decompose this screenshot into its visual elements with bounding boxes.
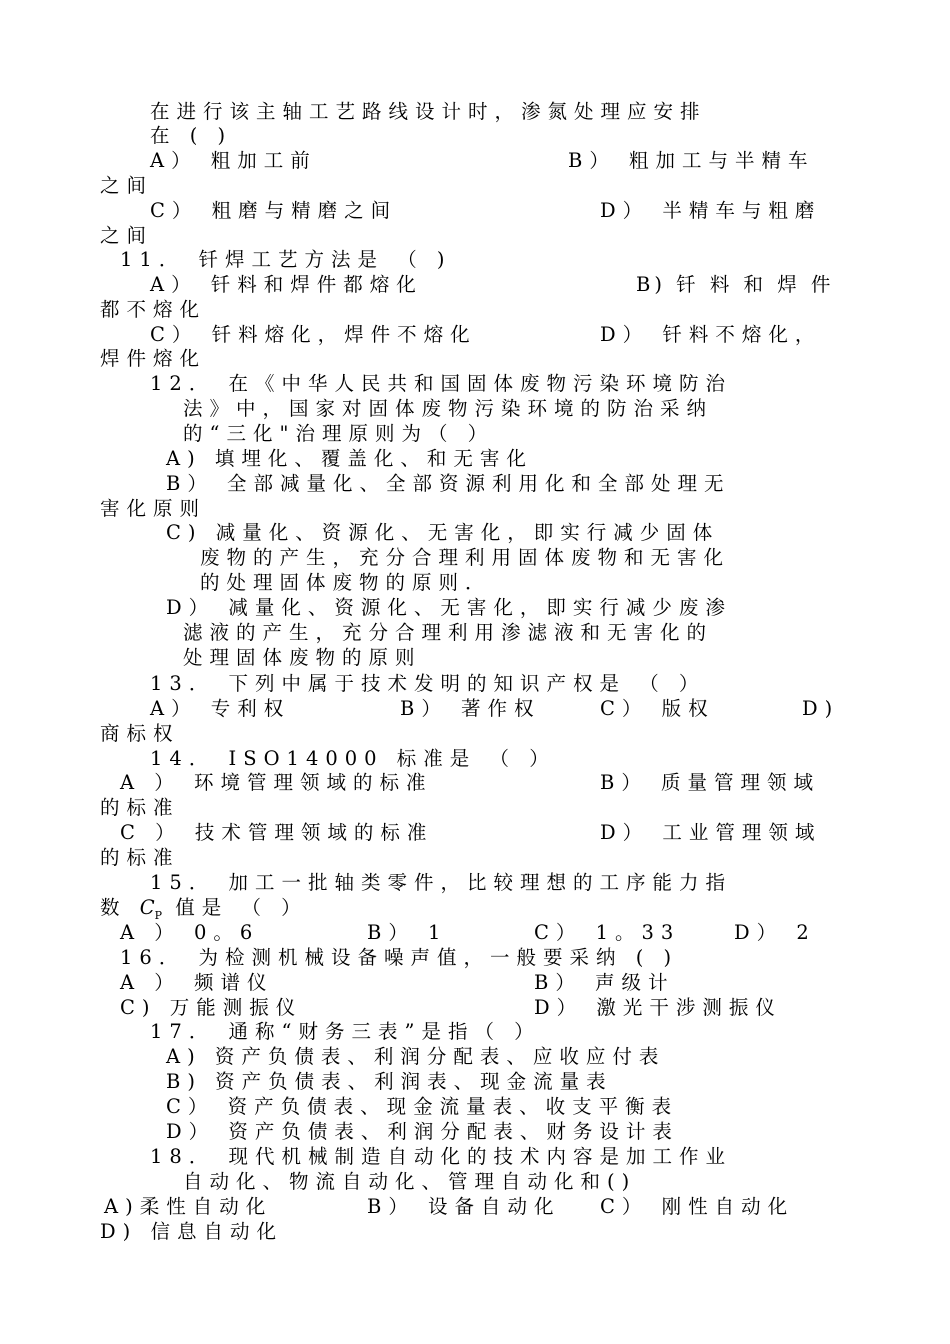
q17-option-c: C） 资产负债表、现金流量表、收支平衡表 <box>166 1095 679 1118</box>
q12-option-b: B） 全部减量化、全部资源利用化和全部处理无 <box>166 472 731 495</box>
q12-option-b-wrap: 害化原则 <box>100 497 207 520</box>
q18-stem-line1: 18． 现代机械制造自动化的技术内容是加工作业 <box>150 1145 733 1168</box>
q11-option-d: D） 钎料不熔化， <box>600 323 822 346</box>
q16-stem: 16． 为检测机械设备噪声值，一般要采纳 ( ) <box>120 946 679 969</box>
q11-stem: 11． 钎焊工艺方法是 （ ) <box>120 248 452 271</box>
q18-option-b: B） 设备自动化 <box>367 1195 561 1218</box>
q16-option-b: B） 声级计 <box>534 971 675 994</box>
q18-option-a: A)柔性自动化 <box>104 1195 273 1218</box>
q17-option-d: D） 资产负债表、利润分配表、财务设计表 <box>166 1120 679 1143</box>
q13-option-a: A） 专利权 <box>150 697 291 720</box>
q10-option-a: A） 粗加工前 <box>150 149 317 172</box>
q12-stem-line2: 法》中，国家对固体废物污染环境的防治采纳 <box>183 397 714 420</box>
q13-option-d-wrap: 商标权 <box>100 722 180 745</box>
q17-stem: 17． 通称“财务三表”是指（ ） <box>150 1020 541 1043</box>
q12-option-c-line3: 的处理固体废物的原则． <box>200 571 492 594</box>
q10-option-d: D） 半精车与粗磨 <box>600 199 822 222</box>
q12-option-d-line2: 滤液的产生，充分合理利用渗滤液和无害化的 <box>183 621 714 644</box>
q14-option-c: C ） 技术管理领域的标准 <box>120 821 434 844</box>
q13-option-c: C） 版权 <box>600 697 715 720</box>
q15-option-d: D） 2 <box>734 921 816 944</box>
q14-option-d: D） 工业管理领域 <box>600 821 822 844</box>
q12-stem-line1: 12． 在《中华人民共和国固体废物污染环境防治 <box>150 372 733 395</box>
q11-option-a: A） 钎料和焊件都熔化 <box>150 273 423 296</box>
q10-option-b-wrap: 之间 <box>100 174 154 197</box>
q18-option-d: D) 信息自动化 <box>100 1220 283 1243</box>
q12-option-d-line3: 处理固体废物的原则 <box>183 646 422 669</box>
q14-option-a: A ） 环境管理领域的标准 <box>120 771 433 794</box>
q18-option-c: C） 刚性自动化 <box>600 1195 795 1218</box>
q10-stem-line2: 在 ( ) <box>150 124 233 147</box>
q15-option-a: A ） 0。6 <box>120 921 260 944</box>
q13-option-d: D) <box>802 697 840 720</box>
q13-option-b: B） 著作权 <box>400 697 541 720</box>
q17-option-a: A) 资产负债表、利润分配表、应收应付表 <box>166 1045 666 1068</box>
q11-option-b-wrap: 都不熔化 <box>100 298 207 321</box>
q12-stem-line3: 的“三化"治理原则为（ ） <box>183 422 495 445</box>
q12-option-c-line1: C) 减量化、资源化、无害化，即实行减少固体 <box>166 521 720 544</box>
q15-option-c: C） 1。33 <box>534 921 681 944</box>
q17-option-b: B) 资产负债表、利润表、现金流量表 <box>166 1070 613 1093</box>
q12-option-c-line2: 废物的产生，充分合理利用固体废物和无害化 <box>200 546 731 569</box>
q15-stem-line1: 15． 加工一批轴类零件，比较理想的工序能力指 <box>150 871 733 894</box>
q16-option-a: A ） 频谱仪 <box>120 971 274 994</box>
q14-stem: 14． ISO14000 标准是 （ ） <box>150 747 556 770</box>
q15-stem-suffix: 值是 （ ） <box>175 896 308 919</box>
q13-stem: 13． 下列中属于技术发明的知识产权是 （ ） <box>150 672 706 695</box>
q15-option-b: B） 1 <box>367 921 448 944</box>
q11-option-d-wrap: 焊件熔化 <box>100 347 207 370</box>
q10-option-c: C） 粗磨与精磨之间 <box>150 199 398 222</box>
q10-option-d-wrap: 之间 <box>100 224 154 247</box>
q16-option-c: C) 万能测振仪 <box>120 996 303 1019</box>
q11-option-b: B) 钎 料 和 焊 件 <box>636 273 835 296</box>
q12-option-a: A) 填埋化、覆盖化、和无害化 <box>166 447 533 470</box>
q14-option-b: B） 质量管理领域 <box>600 771 821 794</box>
q14-option-b-wrap: 的标准 <box>100 796 180 819</box>
q10-option-b: B） 粗加工与半精车 <box>568 149 815 172</box>
q10-stem-line1: 在进行该主轴工艺路线设计时，渗氮处理应安排 <box>150 100 707 123</box>
q16-option-d: D） 激光干涉测振仪 <box>534 996 782 1019</box>
q14-option-d-wrap: 的标准 <box>100 846 180 869</box>
q18-stem-line2: 自动化、物流自动化、管理自动化和() <box>183 1170 637 1193</box>
q15-capability-subscript: P <box>154 908 163 922</box>
q11-option-c: C） 钎料熔化，焊件不熔化 <box>150 323 477 346</box>
q15-stem-prefix: 数 <box>100 896 127 919</box>
q15-capability-symbol: C <box>139 896 155 919</box>
q12-option-d-line1: D） 减量化、资源化、无害化，即实行减少废渗 <box>166 596 732 619</box>
